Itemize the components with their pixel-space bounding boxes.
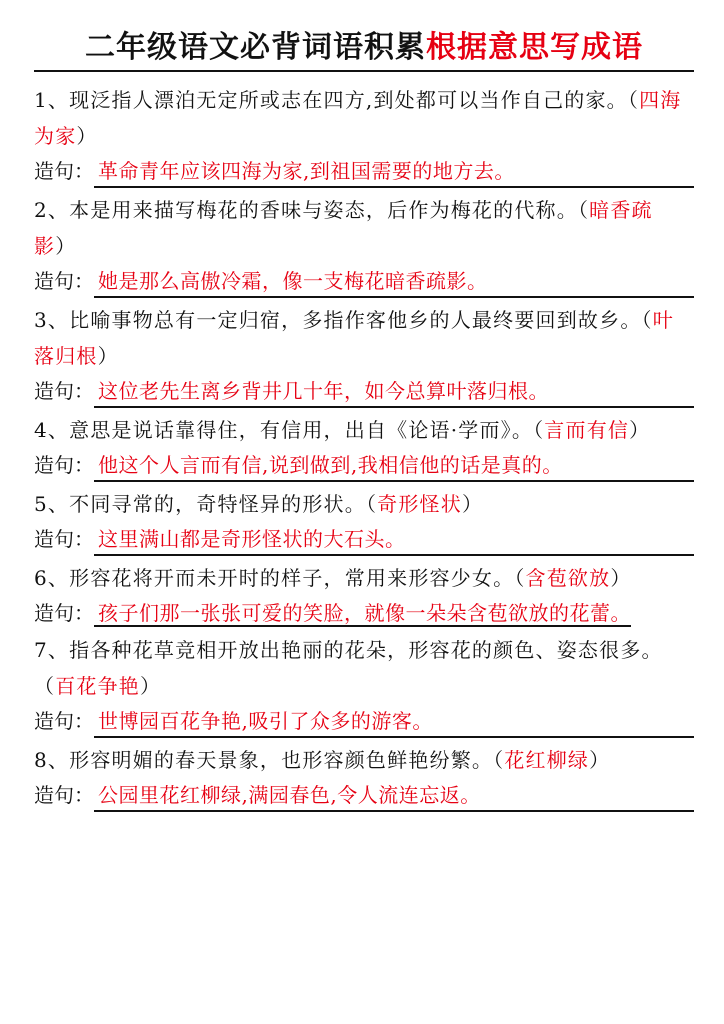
- idiom-answer: 花红柳绿: [504, 748, 590, 772]
- idiom-answer: 叶落归根: [34, 308, 674, 368]
- idiom-definition: 6、形容花将开而未开时的样子，常用来形容少女。（含苞欲放）: [34, 566, 632, 590]
- sentence-text: 她是那么高傲冷霜，像一支梅花暗香疏影。: [94, 266, 694, 298]
- sentence-label: 造句：: [34, 269, 94, 293]
- sentence-text: 孩子们那一张张可爱的笑脸，就像一朵朵含苞欲放的花蕾。: [94, 601, 631, 627]
- sentence-text: 这位老先生离乡背井几十年，如今总算叶落归根。: [94, 376, 694, 408]
- sentence-text: 世博园百花争艳,吸引了众多的游客。: [94, 706, 694, 738]
- idiom-item-4: [34, 412, 694, 482]
- idiom-definition: 1、现泛指人漂泊无定所或志在四方,到处都可以当作自己的家。（四海为家）: [34, 88, 682, 148]
- example-sentence: [34, 266, 694, 298]
- idiom-answer: 百花争艳: [55, 674, 141, 698]
- idiom-item-6: [34, 560, 694, 628]
- idiom-answer: 四海为家: [34, 88, 682, 148]
- idiom-item-1: [34, 82, 694, 188]
- idiom-definition: 2、本是用来描写梅花的香味与姿态，后作为梅花的代称。（暗香疏影）: [34, 198, 653, 258]
- idiom-answer: 奇形怪状: [377, 492, 462, 516]
- sentence-label: 造句：: [34, 159, 94, 183]
- title-main: 二年级语文必背词语积累: [85, 30, 426, 65]
- sentence-label: 造句：: [34, 379, 94, 403]
- sentence-text: 公园里花红柳绿,满园春色,令人流连忘返。: [94, 780, 694, 812]
- idiom-answer: 含苞欲放: [525, 566, 611, 590]
- idiom-definition: 4、意思是说话靠得住，有信用，出自《论语·学而》。（言而有信）: [34, 418, 651, 442]
- idiom-item-2: [34, 192, 694, 298]
- sentence-label: 造句：: [34, 783, 94, 807]
- idiom-item-3: [34, 302, 694, 408]
- example-sentence: [34, 450, 694, 482]
- idiom-item-8: [34, 742, 694, 812]
- idiom-definition: 8、形容明媚的春天景象，也形容颜色鲜艳纷繁。（花红柳绿）: [34, 748, 611, 772]
- example-sentence: [34, 706, 694, 738]
- example-sentence: [34, 376, 694, 408]
- idiom-answer: 言而有信: [544, 418, 630, 442]
- example-sentence: [34, 780, 694, 812]
- page-title: [34, 0, 694, 72]
- sentence-text: 这里满山都是奇形怪状的大石头。: [94, 524, 694, 556]
- example-sentence: [34, 156, 694, 188]
- example-sentence: [34, 598, 694, 628]
- idiom-definition: 5、不同寻常的，奇特怪异的形状。（奇形怪状）: [34, 492, 484, 516]
- title-highlight: 根据意思写成语: [426, 30, 643, 65]
- sentence-label: 造句：: [34, 453, 94, 477]
- sentence-label: 造句：: [34, 601, 94, 625]
- idiom-item-5: [34, 486, 694, 556]
- sentence-text: 革命青年应该四海为家,到祖国需要的地方去。: [94, 156, 694, 188]
- sentence-label: 造句：: [34, 709, 94, 733]
- sentence-text: 他这个人言而有信,说到做到,我相信他的话是真的。: [94, 450, 694, 482]
- idiom-item-7: [34, 632, 694, 738]
- sentence-label: 造句：: [34, 527, 94, 551]
- idiom-definition: 3、比喻事物总有一定归宿，多指作客他乡的人最终要回到故乡。（叶落归根）: [34, 308, 674, 368]
- idiom-answer: 暗香疏影: [34, 198, 653, 258]
- example-sentence: [34, 524, 694, 556]
- idiom-definition: 7、指各种花草竞相开放出艳丽的花朵，形容花的颜色、姿态很多。（百花争艳）: [34, 638, 663, 698]
